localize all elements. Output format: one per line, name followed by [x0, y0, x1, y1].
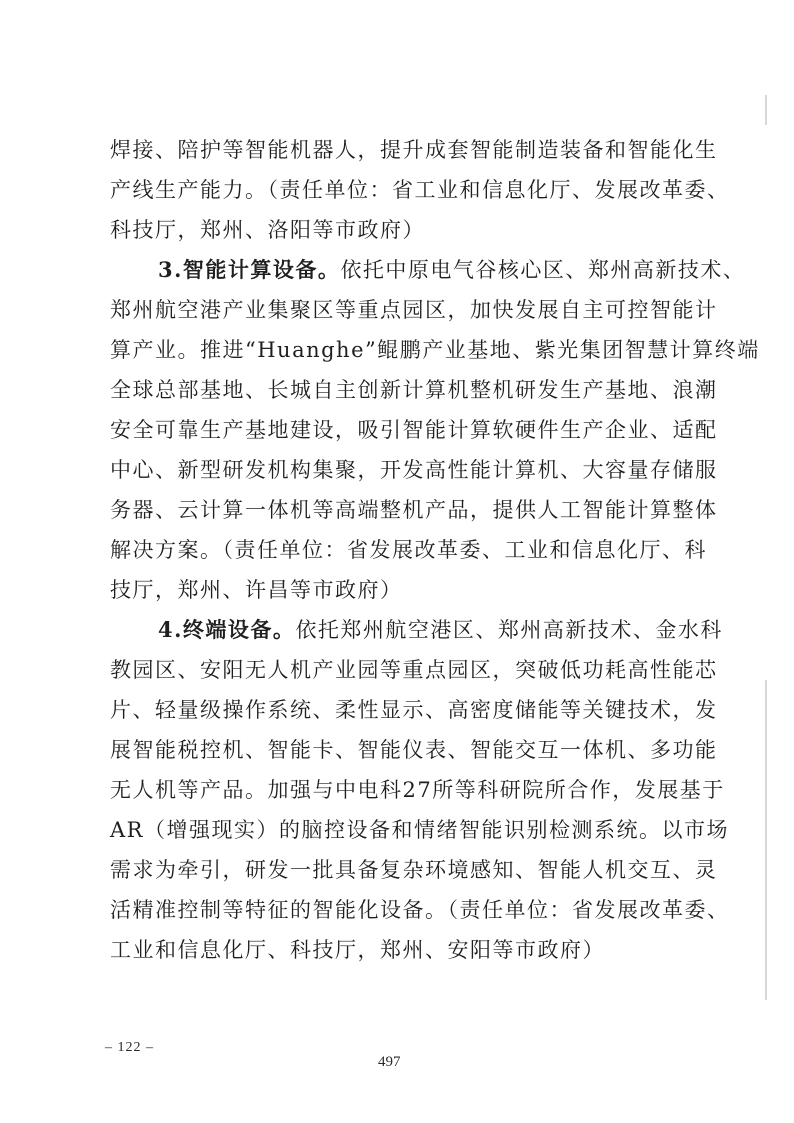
text-line-15: 片、轻量级操作系统、柔性显示、高密度储能等关键技术，发: [110, 698, 718, 722]
section-3-heading: 3.智能计算设备。: [158, 257, 341, 282]
text-line-14: 教园区、安阳无人机产业园等重点园区，突破低功耗高性能芯: [110, 658, 718, 682]
scan-edge-mark-top: [765, 95, 767, 125]
text-line-20: 活精准控制等特征的智能化设备。（责任单位：省发展改革委、: [110, 898, 730, 922]
text-line-9: 中心、新型研发机构集聚，开发高性能计算机、大容量存储服: [110, 458, 718, 482]
text-line-12: 技厅，郑州、许昌等市政府）: [110, 578, 403, 602]
text-line-3: 科技厅，郑州、洛阳等市政府）: [110, 218, 425, 242]
scan-edge-mark-right: [765, 680, 767, 1000]
text-line-6: 算产业。推进“Huanghe”鲲鹏产业基地、紫光集团智慧计算终端: [110, 338, 760, 362]
page-number: 497: [378, 1054, 401, 1070]
section-4-heading: 4.终端设备。: [158, 617, 296, 642]
text-line-19: 需求为牵引，研发一批具备复杂环境感知、智能人机交互、灵: [110, 858, 718, 882]
section-4-intro: 依托郑州航空港区、郑州高新技术、金水科: [295, 618, 723, 642]
text-line-18: AR（增强现实）的脑控设备和情绪智能识别检测系统。以市场: [110, 818, 729, 842]
section-3-intro: 依托中原电气谷核心区、郑州高新技术、: [340, 258, 746, 282]
text-line-1: 焊接、陪护等智能机器人，提升成套智能制造装备和智能化生: [110, 138, 718, 162]
text-line-8: 安全可靠生产基地建设，吸引智能计算软硬件生产企业、适配: [110, 418, 718, 442]
text-line-7: 全球总部基地、长城自主创新计算机整机研发生产基地、浪潮: [110, 378, 718, 402]
text-line-10: 务器、云计算一体机等高端整机产品，提供人工智能计算整体: [110, 498, 718, 522]
section-4-heading-line: [110, 610, 723, 650]
text-line-17: 无人机等产品。加强与中电科27所等科研院所合作，发展基于: [110, 778, 725, 802]
text-line-2: 产线生产能力。（责任单位：省工业和信息化厅、发展改革委、: [110, 178, 730, 202]
section-3-heading-line: [110, 250, 746, 290]
body-text: [110, 130, 760, 970]
text-line-11: 解决方案。（责任单位：省发展改革委、工业和信息化厅、科: [110, 538, 707, 562]
text-line-5: 郑州航空港产业集聚区等重点园区，加快发展自主可控智能计: [110, 298, 718, 322]
text-line-21: 工业和信息化厅、科技厅，郑州、安阳等市政府）: [110, 938, 605, 962]
page-label: – 122 –: [105, 1040, 154, 1055]
text-line-16: 展智能税控机、智能卡、智能仪表、智能交互一体机、多功能: [110, 738, 718, 762]
